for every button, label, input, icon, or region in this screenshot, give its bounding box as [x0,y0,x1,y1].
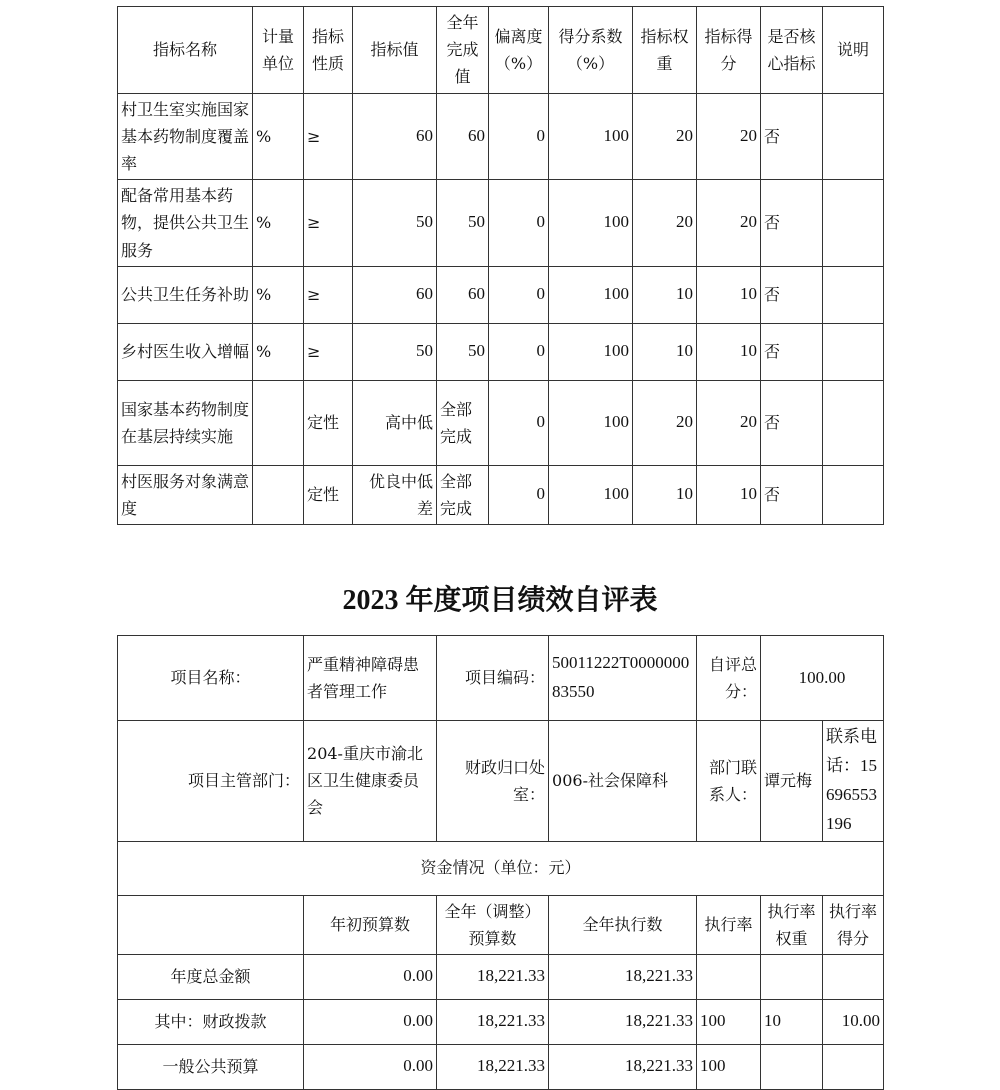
funds-row [118,954,884,999]
target-cell: 优良中低差 [353,465,437,524]
executed-cell: 18,221.33 [549,1044,697,1089]
funds-header-cell: 执行率 [697,895,761,954]
note-cell [823,323,884,380]
exec-rate-cell: 100 [697,1044,761,1089]
unit-cell: % [253,180,304,267]
actual-cell: 60 [437,266,489,323]
score-label: 自评总分： [697,636,761,721]
note-cell [823,380,884,465]
header-cell: 指标性质 [304,7,353,94]
table-row [118,93,884,180]
nature-cell: 定性 [304,465,353,524]
exec-weight-cell [761,954,823,999]
exec-score-cell [823,954,884,999]
weight-cell: 20 [633,380,697,465]
project-info-row [118,636,884,721]
target-cell: 60 [353,266,437,323]
score-cell: 10 [697,266,761,323]
actual-cell: 全部完成 [437,380,489,465]
nature-cell: ≥ [304,93,353,180]
indicator-name: 国家基本药物制度在基层持续实施 [118,380,253,465]
unit-cell [253,380,304,465]
adjusted-budget-cell: 18,221.33 [437,1044,549,1089]
phone-value: 15696553196 [826,755,878,833]
dept-value: 204-重庆市渝北区卫生健康委员会 [304,721,437,842]
coefficient-cell: 100 [549,465,633,524]
note-cell [823,180,884,267]
core-cell: 否 [761,380,823,465]
header-cell: 全年完成值 [437,7,489,94]
executed-cell: 18,221.33 [549,999,697,1044]
funds-header-cell [118,895,304,954]
actual-cell: 60 [437,93,489,180]
initial-budget-cell: 0.00 [304,954,437,999]
initial-budget-cell: 0.00 [304,999,437,1044]
core-cell: 否 [761,323,823,380]
funds-header-cell: 年初预算数 [304,895,437,954]
target-cell: 高中低 [353,380,437,465]
funds-title: 资金情况（单位：元） [118,841,884,895]
nature-cell: ≥ [304,266,353,323]
funds-header-row [118,895,884,954]
indicator-name: 村卫生室实施国家基本药物制度覆盖率 [118,93,253,180]
project-name-label: 项目名称： [118,636,304,721]
weight-cell: 20 [633,180,697,267]
core-cell: 否 [761,465,823,524]
funds-header-cell: 全年执行数 [549,895,697,954]
note-cell [823,465,884,524]
unit-cell: % [253,93,304,180]
finance-value: 006-社会保障科 [549,721,697,842]
note-cell [823,93,884,180]
funds-title-row [118,841,884,895]
exec-score-cell [823,1044,884,1089]
project-name-value: 严重精神障碍患者管理工作 [304,636,437,721]
header-cell: 计量单位 [253,7,304,94]
nature-cell: ≥ [304,323,353,380]
table-row [118,180,884,267]
header-cell: 得分系数（%） [549,7,633,94]
score-cell: 10 [697,323,761,380]
coefficient-cell: 100 [549,180,633,267]
project-code-value: 50011222T000000083550 [549,636,697,721]
adjusted-budget-cell: 18,221.33 [437,999,549,1044]
weight-cell: 10 [633,323,697,380]
funds-row-label: 一般公共预算 [118,1044,304,1089]
unit-cell: % [253,266,304,323]
funds-header-cell: 全年（调整）预算数 [437,895,549,954]
header-cell: 是否核心指标 [761,7,823,94]
indicator-header-row [118,7,884,94]
deviation-cell: 0 [489,380,549,465]
actual-cell: 全部完成 [437,465,489,524]
indicator-name: 配备常用基本药物，提供公共卫生服务 [118,180,253,267]
coefficient-cell: 100 [549,266,633,323]
unit-cell [253,465,304,524]
exec-score-cell: 10.00 [823,999,884,1044]
finance-label: 财政归口处室： [437,721,549,842]
funds-header-cell: 执行率得分 [823,895,884,954]
exec-rate-cell: 100 [697,999,761,1044]
indicator-name: 村医服务对象满意度 [118,465,253,524]
funds-row [118,999,884,1044]
header-cell: 说明 [823,7,884,94]
score-cell: 10 [697,465,761,524]
deviation-cell: 0 [489,93,549,180]
score-value: 100.00 [761,636,884,721]
target-cell: 50 [353,180,437,267]
score-cell: 20 [697,380,761,465]
indicator-table [117,6,884,525]
project-code-label: 项目编码： [437,636,549,721]
core-cell: 否 [761,266,823,323]
exec-rate-cell [697,954,761,999]
coefficient-cell: 100 [549,93,633,180]
note-cell [823,266,884,323]
weight-cell: 10 [633,465,697,524]
project-dept-row [118,721,884,842]
nature-cell: ≥ [304,180,353,267]
funds-header-cell: 执行率权重 [761,895,823,954]
dept-label: 项目主管部门： [118,721,304,842]
weight-cell: 20 [633,93,697,180]
table-row [118,380,884,465]
funds-row-label: 年度总金额 [118,954,304,999]
contact-value: 谭元梅 [761,721,823,842]
contact-label: 部门联系人： [697,721,761,842]
actual-cell: 50 [437,180,489,267]
project-table [117,635,884,1090]
adjusted-budget-cell: 18,221.33 [437,954,549,999]
table-row [118,323,884,380]
exec-weight-cell: 10 [761,999,823,1044]
actual-cell: 50 [437,323,489,380]
nature-cell: 定性 [304,380,353,465]
target-cell: 60 [353,93,437,180]
deviation-cell: 0 [489,266,549,323]
header-cell: 偏离度（%） [489,7,549,94]
score-cell: 20 [697,93,761,180]
deviation-cell: 0 [489,465,549,524]
core-cell: 否 [761,93,823,180]
weight-cell: 10 [633,266,697,323]
exec-weight-cell [761,1044,823,1089]
executed-cell: 18,221.33 [549,954,697,999]
unit-cell: % [253,323,304,380]
table-row [118,465,884,524]
header-cell: 指标得分 [697,7,761,94]
core-cell: 否 [761,180,823,267]
funds-row-label: 其中：财政拨款 [118,999,304,1044]
indicator-name: 乡村医生收入增幅 [118,323,253,380]
phone-label: 联系电话： [826,727,878,775]
page-title: 2023 年度项目绩效自评表 [342,585,658,616]
target-cell: 50 [353,323,437,380]
deviation-cell: 0 [489,323,549,380]
header-cell: 指标值 [353,7,437,94]
table-row [118,266,884,323]
funds-row [118,1044,884,1089]
indicator-name: 公共卫生任务补助 [118,266,253,323]
initial-budget-cell: 0.00 [304,1044,437,1089]
header-cell: 指标名称 [118,7,253,94]
phone-cell [823,721,884,842]
deviation-cell: 0 [489,180,549,267]
coefficient-cell: 100 [549,380,633,465]
coefficient-cell: 100 [549,323,633,380]
header-cell: 指标权重 [633,7,697,94]
score-cell: 20 [697,180,761,267]
